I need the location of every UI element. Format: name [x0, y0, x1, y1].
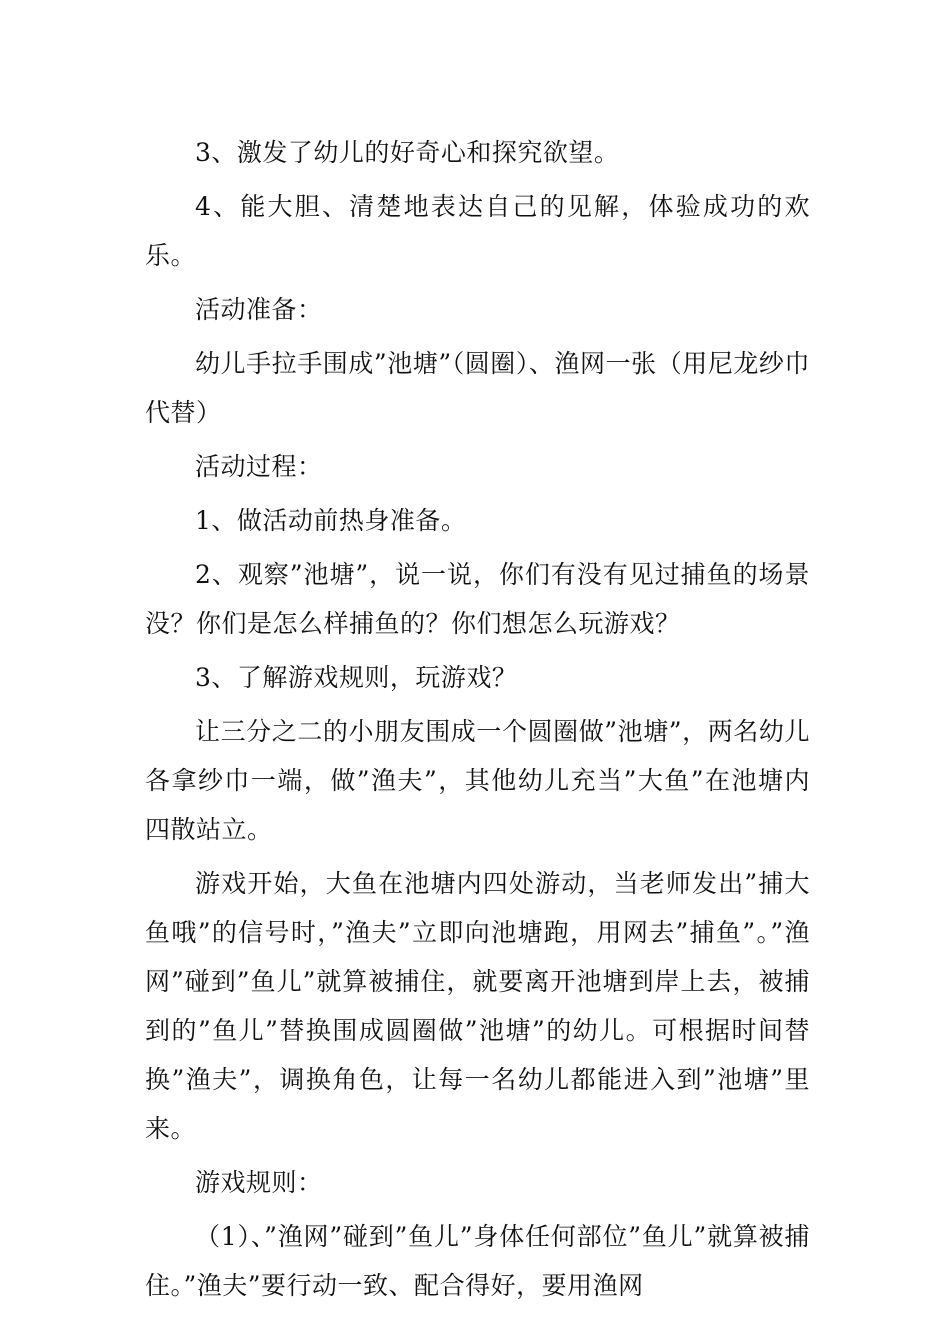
paragraph-step-3: 3、了解游戏规则，玩游戏？	[195, 663, 518, 692]
paragraph-step-1: 1、做活动前热身准备。	[195, 506, 467, 535]
paragraph-step-2: 2、观察”池塘”，说一说，你们有没有见过捕鱼的场景没？你们是怎么样捕鱼的？你们想怎么玩游戏？	[145, 560, 810, 638]
paragraph-objective-3: 3、激发了幼儿的好奇心和探究欲望。	[195, 138, 620, 167]
body-text	[145, 128, 810, 1315]
paragraph-setup: 让三分之二的小朋友围成一个圆圈做”池塘”，两名幼儿各拿纱巾一端，做”渔夫”，其他幼儿充当”大鱼”在池塘内四散站立。	[145, 717, 810, 844]
heading-process: 活动过程：	[195, 452, 323, 481]
heading-rules: 游戏规则：	[195, 1168, 323, 1197]
paragraph-preparation: 幼儿手拉手围成”池塘”（圆圈）、渔网一张（用尼龙纱巾代替）	[145, 349, 810, 427]
paragraph-rule-1: （1）、”渔网”碰到”鱼儿”身体任何部位”鱼儿”就算被捕住。”渔夫”要行动一致、配合得好，要用渔网	[145, 1222, 810, 1300]
paragraph-gameplay: 游戏开始，大鱼在池塘内四处游动，当老师发出”捕大鱼哦”的信号时，”渔夫”立即向池塘跑，用网去”捕鱼”。”渔网”碰到”鱼儿”就算被捕住，就要离开池塘到岸上去，被捕到的”鱼儿”替换围成圆圈做”池塘”的幼儿。可根据时间替换”渔夫”，调换角色，让每一名幼儿都能进入到”池塘”里来。	[145, 869, 810, 1143]
heading-preparation: 活动准备：	[195, 295, 323, 324]
paragraph-objective-4: 4、能大胆、清楚地表达自己的见解，体验成功的欢乐。	[145, 192, 810, 270]
